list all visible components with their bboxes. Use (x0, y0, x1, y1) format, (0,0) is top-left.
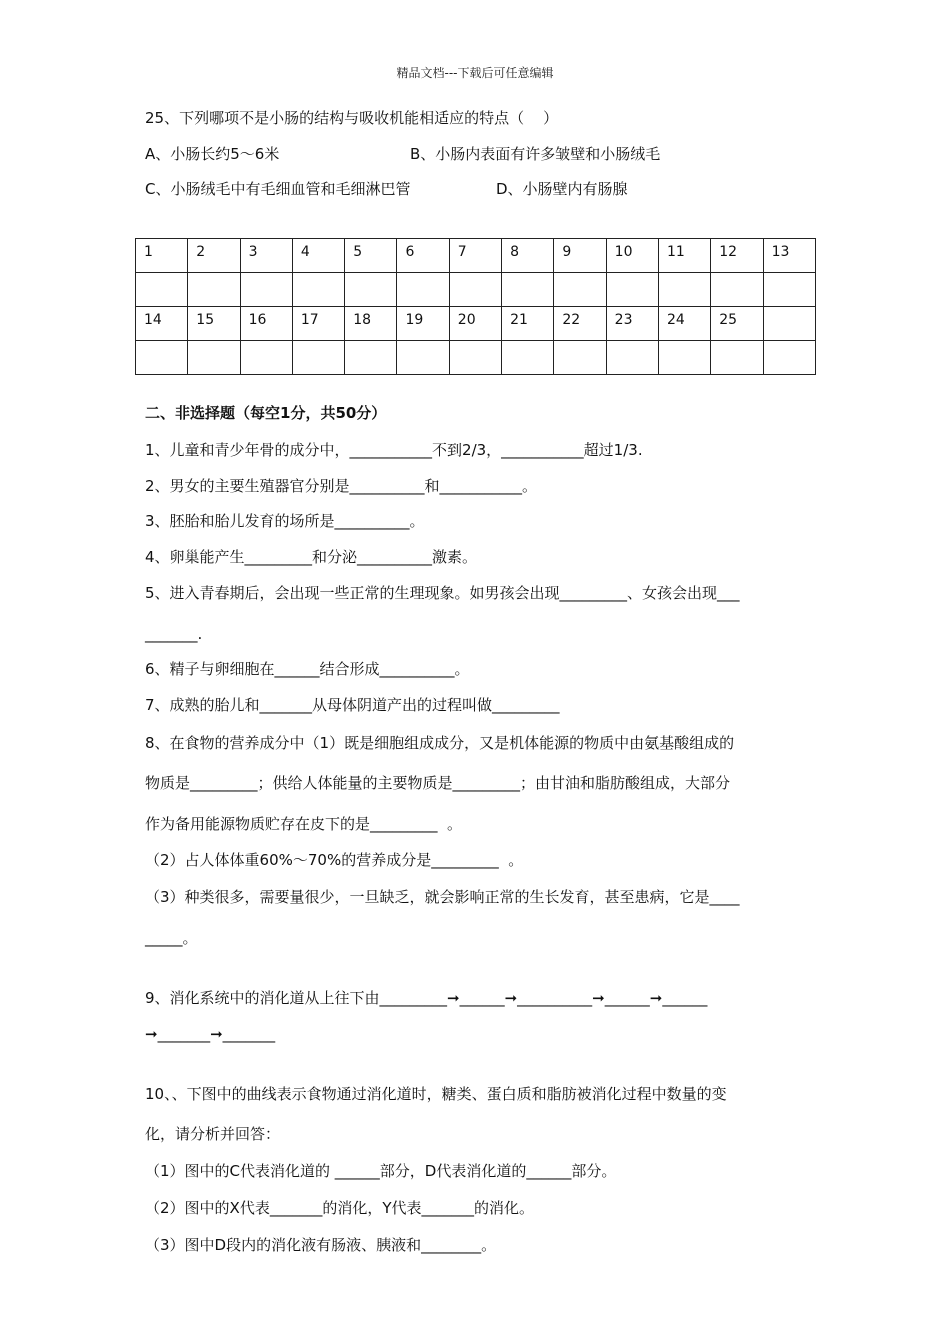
question-line: 1、儿童和青少年骨的成分中，___________不到2/3，___________超过1/3. (145, 441, 643, 459)
answer-cell[interactable] (658, 273, 710, 307)
question-line: ➞_______➞_______ (145, 1025, 276, 1043)
question-line: 化，请分析并回答： (145, 1125, 281, 1143)
question-number-cell: 8 (502, 239, 554, 273)
option-d: D、小肠壁内有肠腺 (496, 180, 628, 198)
answer-cell[interactable] (554, 273, 606, 307)
answer-cell[interactable] (136, 341, 188, 375)
page-header: 精品文档---下载后可任意编辑 (396, 66, 554, 80)
answer-cell[interactable] (292, 273, 344, 307)
question-number-cell: 13 (763, 239, 815, 273)
answer-table (135, 238, 816, 375)
table-row (136, 273, 816, 307)
answer-cell[interactable] (502, 273, 554, 307)
question-number-cell: 2 (188, 239, 240, 273)
answer-cell[interactable] (188, 341, 240, 375)
answer-cell[interactable] (397, 273, 449, 307)
question-line: 7、成熟的胎儿和_______从母体阴道产出的过程叫做_________ (145, 696, 560, 714)
answer-cell[interactable] (711, 341, 763, 375)
question-line: 4、卵巢能产生_________和分泌__________激素。 (145, 548, 478, 566)
question-number-cell: 21 (502, 307, 554, 341)
answer-cell[interactable] (502, 341, 554, 375)
answer-cell[interactable] (658, 341, 710, 375)
table-row (136, 239, 816, 273)
answer-cell[interactable] (554, 341, 606, 375)
question-number-cell: 23 (606, 307, 658, 341)
table-row (136, 307, 816, 341)
question-line: （1）图中的C代表消化道的 ______部分，D代表消化道的______部分。 (145, 1162, 617, 1180)
question-line: 9、消化系统中的消化道从上往下由_________➞______➞__________➞______➞______ (145, 989, 708, 1007)
option-c: C、小肠绒毛中有毛细血管和毛细淋巴管 (145, 180, 411, 198)
question-number-cell: 17 (292, 307, 344, 341)
question-number-cell: 16 (240, 307, 292, 341)
question-line: 作为备用能源物质贮存在皮下的是_________ 。 (145, 815, 463, 833)
question-number-cell: 24 (658, 307, 710, 341)
question-number-cell: 15 (188, 307, 240, 341)
question-number-cell: 20 (449, 307, 501, 341)
answer-cell[interactable] (606, 273, 658, 307)
question-number-cell: 7 (449, 239, 501, 273)
question-number-cell: 18 (345, 307, 397, 341)
question-line: _____。 (145, 929, 198, 947)
option-b: B、小肠内表面有许多皱壁和小肠绒毛 (410, 145, 661, 163)
question-line: _______. (145, 625, 203, 643)
question-number-cell: 22 (554, 307, 606, 341)
answer-cell[interactable] (397, 341, 449, 375)
question-line: （2）占人体体重60%～70%的营养成分是_________ 。 (145, 851, 524, 869)
question-number-cell: 25 (711, 307, 763, 341)
question-number-cell (763, 307, 815, 341)
answer-cell[interactable] (763, 273, 815, 307)
question-line: 5、进入青春期后，会出现一些正常的生理现象。如男孩会出现_________、女孩会出现___ (145, 584, 740, 602)
question-line: 10、、下图中的曲线表示食物通过消化道时，糖类、蛋白质和脂肪被消化过程中数量的变 (145, 1085, 727, 1103)
question-line: 2、男女的主要生殖器官分别是__________和___________。 (145, 477, 538, 495)
answer-cell[interactable] (136, 273, 188, 307)
answer-cell[interactable] (711, 273, 763, 307)
question-number-cell: 9 (554, 239, 606, 273)
question-line: （2）图中的X代表_______的消化，Y代表_______的消化。 (145, 1199, 534, 1217)
question-number-cell: 6 (397, 239, 449, 273)
question-number-cell: 1 (136, 239, 188, 273)
question-line: 3、胚胎和胎儿发育的场所是__________。 (145, 512, 425, 530)
question-number-cell: 4 (292, 239, 344, 273)
table-row (136, 341, 816, 375)
question-line: 8、在食物的营养成分中（1）既是细胞组成成分，又是机体能源的物质中由氨基酸组成的 (145, 734, 735, 752)
answer-cell[interactable] (449, 273, 501, 307)
answer-cell[interactable] (240, 273, 292, 307)
answer-cell[interactable] (188, 273, 240, 307)
answer-cell[interactable] (763, 341, 815, 375)
answer-cell[interactable] (240, 341, 292, 375)
question-line: 物质是_________；供给人体能量的主要物质是_________；由甘油和脂肪酸组成，大部分 (145, 774, 731, 792)
question-number-cell: 14 (136, 307, 188, 341)
question-number-cell: 5 (345, 239, 397, 273)
question-line: （3）种类很多，需要量很少，一旦缺乏，就会影响正常的生长发育，甚至患病，它是____ (145, 888, 740, 906)
question-number-cell: 12 (711, 239, 763, 273)
answer-cell[interactable] (345, 273, 397, 307)
answer-cell[interactable] (449, 341, 501, 375)
question-number-cell: 11 (658, 239, 710, 273)
question-25-stem: 25、下列哪项不是小肠的结构与吸收机能相适应的特点（ ） (145, 109, 559, 127)
question-number-cell: 3 (240, 239, 292, 273)
answer-cell[interactable] (606, 341, 658, 375)
option-a: A、小肠长约5～6米 (145, 145, 280, 163)
section-title: 二、非选择题（每空1分，共50分） (145, 404, 387, 422)
answer-cell[interactable] (292, 341, 344, 375)
question-number-cell: 10 (606, 239, 658, 273)
question-line: 6、精子与卵细胞在______结合形成__________。 (145, 660, 470, 678)
question-line: （3）图中D段内的消化液有肠液、胰液和________。 (145, 1236, 497, 1254)
question-number-cell: 19 (397, 307, 449, 341)
answer-cell[interactable] (345, 341, 397, 375)
